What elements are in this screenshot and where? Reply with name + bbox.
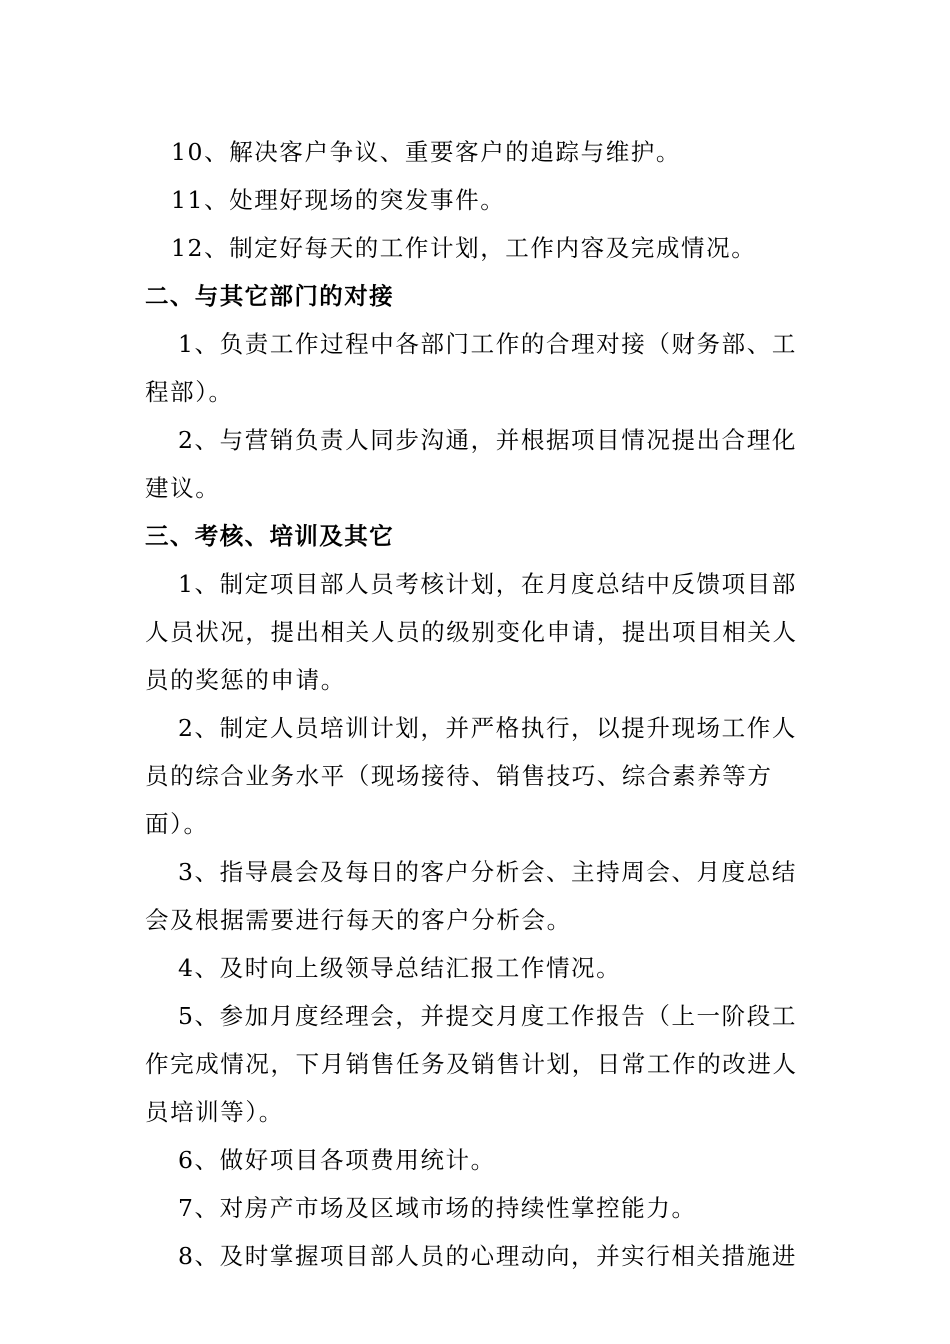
list-item: 12、制定好每天的工作计划，工作内容及完成情况。 [171,234,757,262]
list-item: 11、处理好现场的突发事件。 [171,186,506,214]
document-page [145,128,810,1280]
list-item: 1、制定项目部人员考核计划，在月度总结中反馈项目部人员状况，提出相关人员的级别变化申请，提出项目相关人员的奖惩的申请。 [145,570,798,694]
list-item: 7、对房产市场及区域市场的持续性掌控能力。 [178,1194,697,1222]
list-item: 4、及时向上级领导总结汇报工作情况。 [178,954,622,982]
section-heading: 三、考核、培训及其它 [145,522,394,550]
list-item: 10、解决客户争议、重要客户的追踪与维护。 [171,138,682,166]
list-item: 2、制定人员培训计划，并严格执行，以提升现场工作人员的综合业务水平（现场接待、销售技巧、综合素养等方面）。 [145,714,797,838]
section-heading: 二、与其它部门的对接 [145,282,394,310]
list-item: 1、负责工作过程中各部门工作的合理对接（财务部、工程部）。 [145,330,797,406]
list-item: 8、及时掌握项目部人员的心理动向，并实行相关措施进 [178,1242,797,1270]
list-item: 5、参加月度经理会，并提交月度工作报告（上一阶段工作完成情况，下月销售任务及销售计划，日常工作的改进人员培训等）。 [145,1002,798,1126]
list-item: 6、做好项目各项费用统计。 [178,1146,496,1174]
list-item: 3、指导晨会及每日的客户分析会、主持周会、月度总结会及根据需要进行每天的客户分析会。 [145,858,797,934]
list-item: 2、与营销负责人同步沟通，并根据项目情况提出合理化建议。 [145,426,797,502]
